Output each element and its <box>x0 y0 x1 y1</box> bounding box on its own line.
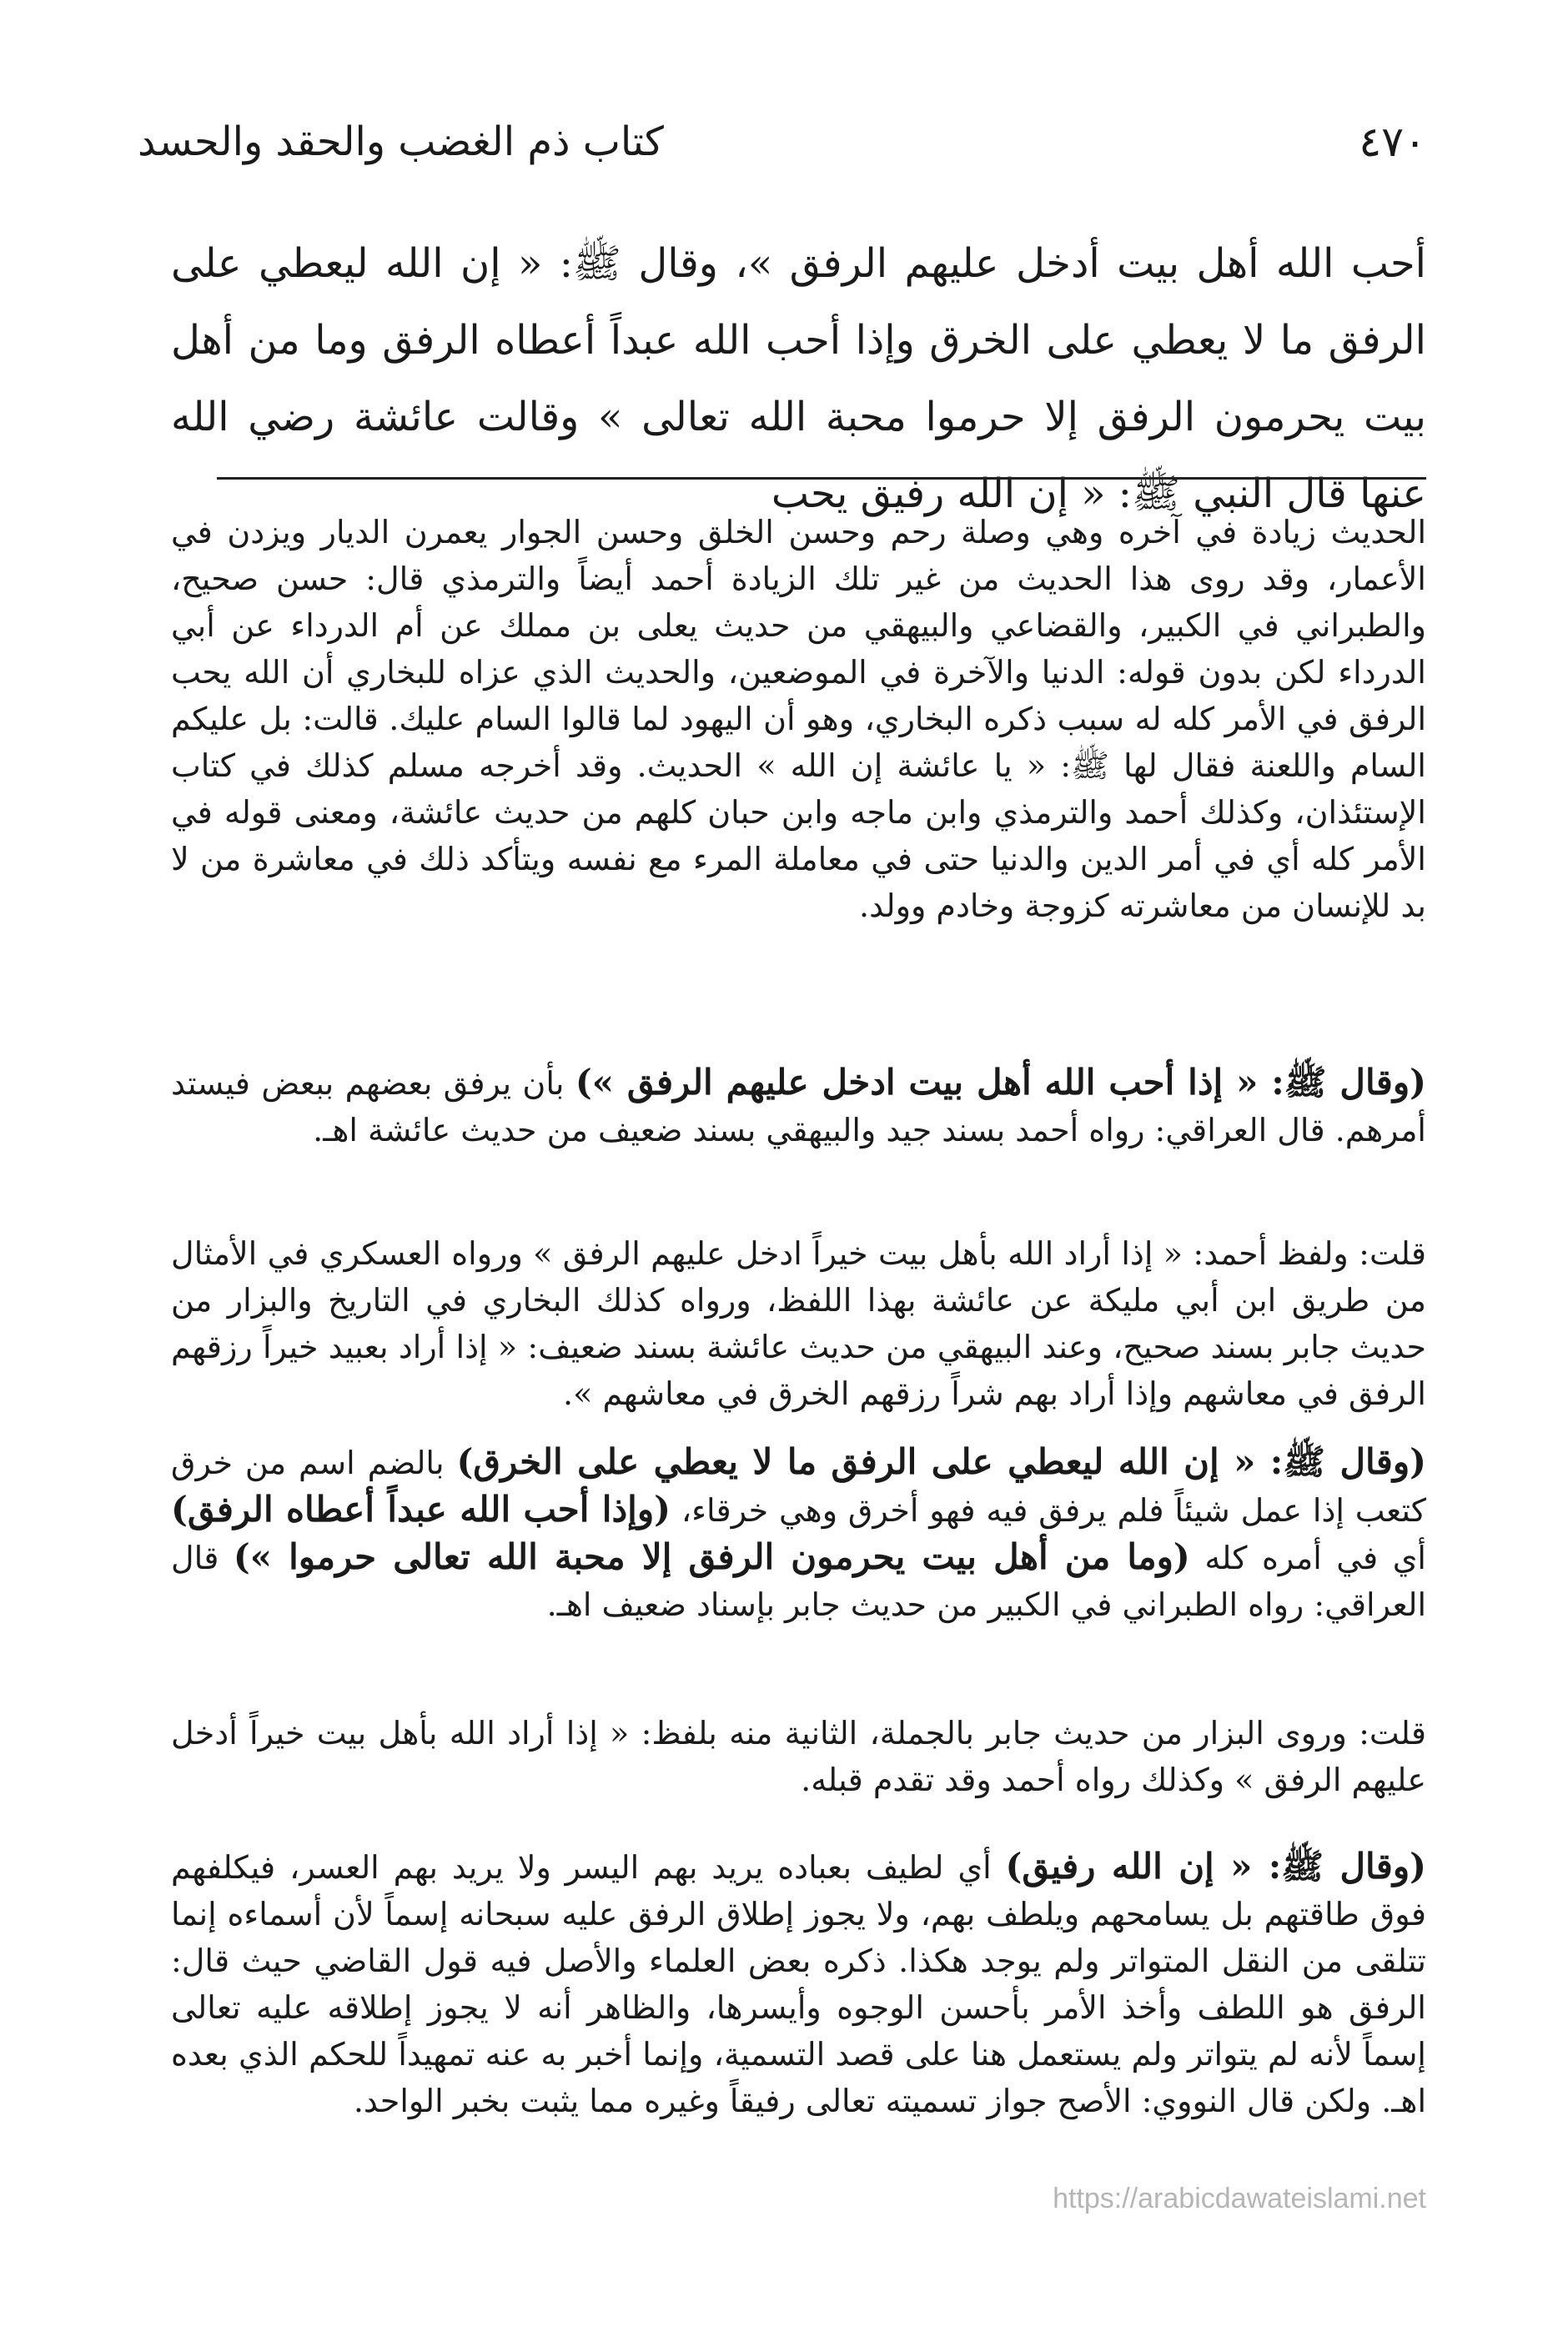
hadith-quote: (وقال ﷺ: « إذا أحب الله أهل بيت ادخل عليهم الرفق ») <box>575 1062 1426 1103</box>
hadith-quote: (وقال ﷺ: « إن الله رفيق) <box>1005 1846 1427 1887</box>
page-header <box>138 117 1426 183</box>
commentary-paragraph: قلت: وروى البزار من حديث جابر بالجملة، الثانية منه بلفظ: « إذا أراد الله بأهل بيت خيراً أدخل عليهم الرفق » وكذلك رواه أحمد وقد تقدم قبله. <box>171 1715 1426 1798</box>
commentary-text: قال العراقي: رواه الطبراني في الكبير من حديث جابر بإسناد ضعيف اهـ. <box>171 1540 1426 1623</box>
hadith-quote: (وإذا أحب الله عبداً أعطاه الرفق) <box>171 1489 671 1530</box>
hadith-quote: (وما من أهل بيت يحرمون الرفق إلا محبة الله تعالى حرموا ») <box>233 1536 1190 1577</box>
hadith-quote: (وقال ﷺ: « إن الله ليعطي على الرفق ما لا يعطي على الخرق) <box>456 1441 1426 1482</box>
page-number: ٤٧٠ <box>1359 118 1426 166</box>
commentary-paragraph <box>171 1439 1426 1628</box>
commentary-text: بأن يرفق بعضهم ببعض فيستد أمرهم. قال العراقي: رواه أحمد بسند جيد والبيهقي بسند ضعيف من حديث عائشة اهـ. <box>171 1065 1426 1148</box>
commentary-paragraph: الحديث زيادة في آخره وهي وصلة رحم وحسن الخلق وحسن الجوار يعمرن الديار ويزدن في الأعمار، وقد روى هذا الحديث من غير تلك الزيادة أحمد أيضاً والترمذي قال: حسن صحيح، والطبراني في الكبير، والقضاعي والبيهقي من حديث يعلى بن مملك عن أم الدرداء عن أبي الدرداء لكن بدون قوله: الدنيا والآخرة في الموضعين، والحديث الذي عزاه للبخاري أن الله يحب الرفق في الأمر كله له سبب ذكره البخاري، وهو أن اليهود لما قالوا السام عليك. قالت: بل عليكم السام واللعنة فقال لها ﷺ: « يا عائشة إن الله » الحديث. وقد أخرجه مسلم كذلك في كتاب الإستئذان، وكذلك أحمد والترمذي وابن ماجه وابن حبان كلهم من حديث عائشة، ومعنى قوله في الأمر كله أي في أمر الدين والدنيا حتى في معاملة المرء مع نفسه ويتأكد ذلك في معاشرة من لا بد للإنسان من معاشرته كزوجة وخادم وولد. <box>171 514 1426 924</box>
commentary-paragraph <box>171 1843 1426 2124</box>
book-title: كتاب ذم الغضب والحقد والحسد <box>138 118 664 165</box>
footnote-separator <box>217 477 1426 480</box>
commentary-text: أي لطيف بعباده يريد بهم اليسر ولا يريد بهم العسر، فيكلفهم فوق طاقتهم بل يسامحهم ويلطف بهم، ولا يجوز إطلاق الرفق عليه سبحانه إسماً لأن أسماءه إنما تتلقى من النقل المتواتر ولم يوجد هكذا. ذكره بعض العلماء والأصل فيه قول القاضي حيث قال: الرفق هو اللطف وأخذ الأمر بأحسن الوجوه وأيسرها، والظاهر أنه لا يجوز إطلاقه عليه تعالى إسماً لأنه لم يتواتر ولم يستعمل هنا على قصد التسمية، وإنما أخبر به عنه تمهيداً للحكم الذي بعده اهـ. ولكن قال النووي: الأصح جواز تسميته تعالى رفيقاً وغيره مما يثبت بخبر الواحد. <box>171 1849 1426 2119</box>
watermark-url: https://arabicdawateislami.net <box>1053 2183 1426 2214</box>
commentary-paragraph: قلت: ولفظ أحمد: « إذا أراد الله بأهل بيت خيراً ادخل عليهم الرفق » ورواه العسكري في الأمثال من طريق ابن أبي مليكة عن عائشة بهذا اللفظ، ورواه كذلك البخاري في التاريخ والبزار من حديث جابر بسند صحيح، وعند البيهقي من حديث عائشة بسند ضعيف: « إذا أراد بعبيد خيراً رزقهم الرفق في معاشهم وإذا أراد بهم شراً رزقهم الخرق في معاشهم ». <box>171 1235 1426 1412</box>
main-text: أحب الله أهل بيت أدخل عليهم الرفق »، وقال ﷺ: « إن الله ليعطي على الرفق ما لا يعطي على الخرق وإذا أحب الله عبداً أعطاه الرفق وما من أهل بيت يحرمون الرفق إلا حرموا محبة الله تعالى » وقالت عائشة رضي الله عنها قال النبي ﷺ: « إن الله رفيق يحب <box>171 240 1426 517</box>
commentary-paragraph <box>171 1059 1426 1153</box>
commentary-text: بالضم اسم من خرق كتعب إذا عمل شيئاً فلم يرفق فيه فهو أخرق وهي خرقاء، <box>171 1445 1426 1529</box>
commentary-text: أي في أمره كله <box>1204 1540 1426 1576</box>
